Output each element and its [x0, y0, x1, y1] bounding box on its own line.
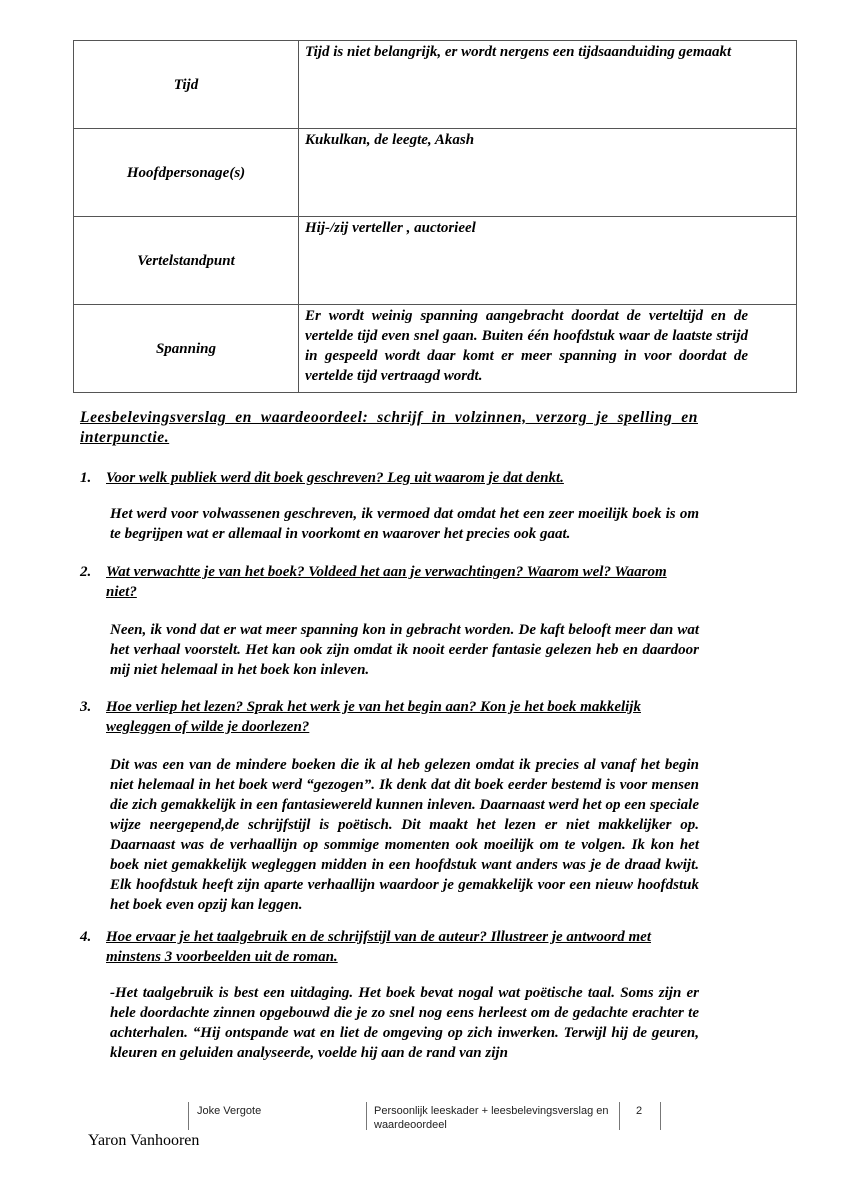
- author-signature: Yaron Vanhooren: [88, 1132, 200, 1149]
- question-number: 2.: [80, 564, 92, 580]
- question-3: [80, 697, 700, 737]
- answer-2: Neen, ik vond dat er wat meer spanning kon in gebracht worden. De kaft belooft meer dan wat het verhaal voorstelt. Het kan ook zijn omdat ik nooit eerder fantasie gelezen heb en daardoor mij niet helemaal in het boek kon inleven.: [110, 622, 699, 678]
- question-text: Wat verwachtte je van het boek? Voldeed het aan je verwachtingen? Waarom wel? Waarom niet?: [106, 564, 667, 600]
- question-4: [80, 927, 700, 967]
- question-text: Voor welk publiek werd dit boek geschreven? Leg uit waarom je dat denkt.: [106, 470, 564, 486]
- row-value-tijd: Tijd is niet belangrijk, er wordt nergens een tijdsaanduiding gemaakt: [299, 41, 797, 129]
- footer-divider: [188, 1102, 189, 1130]
- footer-doc-title: Persoonlijk leeskader + leesbelevingsverslag en waardeoordeel: [374, 1105, 609, 1131]
- row-label-vertelstandpunt: Vertelstandpunt: [74, 217, 299, 305]
- question-number: 4.: [80, 929, 92, 945]
- question-1: [80, 468, 700, 488]
- row-value-spanning: Er wordt weinig spanning aangebracht doordat de verteltijd en de vertelde tijd even snel gaan. Buiten één hoofdstuk waar de laatste strijd in gespeeld wordt daar komt er meer spanning in voor doordat de vertelde tijd vertraagd wordt.: [299, 305, 797, 393]
- table-row: [74, 217, 797, 305]
- footer-divider: [660, 1102, 661, 1130]
- footer-teacher: Joke Vergote: [197, 1105, 262, 1117]
- row-value-hoofdpersonages: Kukulkan, de leegte, Akash: [299, 129, 797, 217]
- answer-4: -Het taalgebruik is best een uitdaging. Het boek bevat nogal wat poëtische taal. Soms zijn er hele doordachte zinnen opgebouwd die je zo snel nog eens herleest om de gedachte erachter te achterhalen. “Hij ontspande wat en liet de omgeving op zich inwerken. Terwijl hij de geuren, kleuren en geluiden analyseerde, voelde hij aan de rand van zijn: [110, 985, 699, 1061]
- book-info-table: [73, 40, 797, 393]
- row-value-vertelstandpunt: Hij-/zij verteller , auctorieel: [299, 217, 797, 305]
- footer-divider: [366, 1102, 367, 1130]
- footer-page-number: 2: [636, 1105, 643, 1117]
- question-text: Hoe verliep het lezen? Sprak het werk je van het begin aan? Kon je het boek makkelijk wegleggen of wilde je doorlezen?: [106, 699, 641, 735]
- table-row: [74, 129, 797, 217]
- question-number: 1.: [80, 470, 92, 486]
- answer-1: Het werd voor volwassenen geschreven, ik vermoed dat omdat het een zeer moeilijk boek is om te begrijpen wat er allemaal in voorkomt en waarover het precies ook gaat.: [110, 506, 699, 542]
- row-label-hoofdpersonages: Hoofdpersonage(s): [74, 129, 299, 217]
- table-row: [74, 305, 797, 393]
- table-row: [74, 41, 797, 129]
- row-label-tijd: Tijd: [74, 41, 299, 129]
- question-2: [80, 562, 700, 602]
- row-label-spanning: Spanning: [74, 305, 299, 393]
- section-heading: Leesbelevingsverslag en waardeoordeel: schrijf in volzinnen, verzorg je spelling en interpunctie.: [80, 409, 698, 446]
- answer-3: Dit was een van de mindere boeken die ik al heb gelezen omdat ik precies al vanaf het begin niet helemaal in het boek werd “gezogen”. Ik denk dat dit boek eerder bestemd is voor mensen die zich gemakkelijk in een fantasiewereld kunnen inleven. Daarnaast werd het op een speciale wijze neergepend,de schrijfstijl is poëtisch. Dit maakt het lezen er niet makkelijker op. Daarnaast was de verhaallijn op sommige momenten ook moeilijk om te volgen. Ik kon het boek niet gemakkelijk wegleggen midden in een hoofdstuk want anders was je de draad kwijt. Elk hoofdstuk heeft zijn aparte verhaallijn waardoor je gemakkelijk voor een nieuw hoofdstuk het boek even opzij kan leggen.: [110, 757, 699, 913]
- footer-divider: [619, 1102, 620, 1130]
- question-number: 3.: [80, 699, 92, 715]
- question-text: Hoe ervaar je het taalgebruik en de schrijfstijl van de auteur? Illustreer je antwoord met minstens 3 voorbeelden uit de roman.: [106, 929, 652, 965]
